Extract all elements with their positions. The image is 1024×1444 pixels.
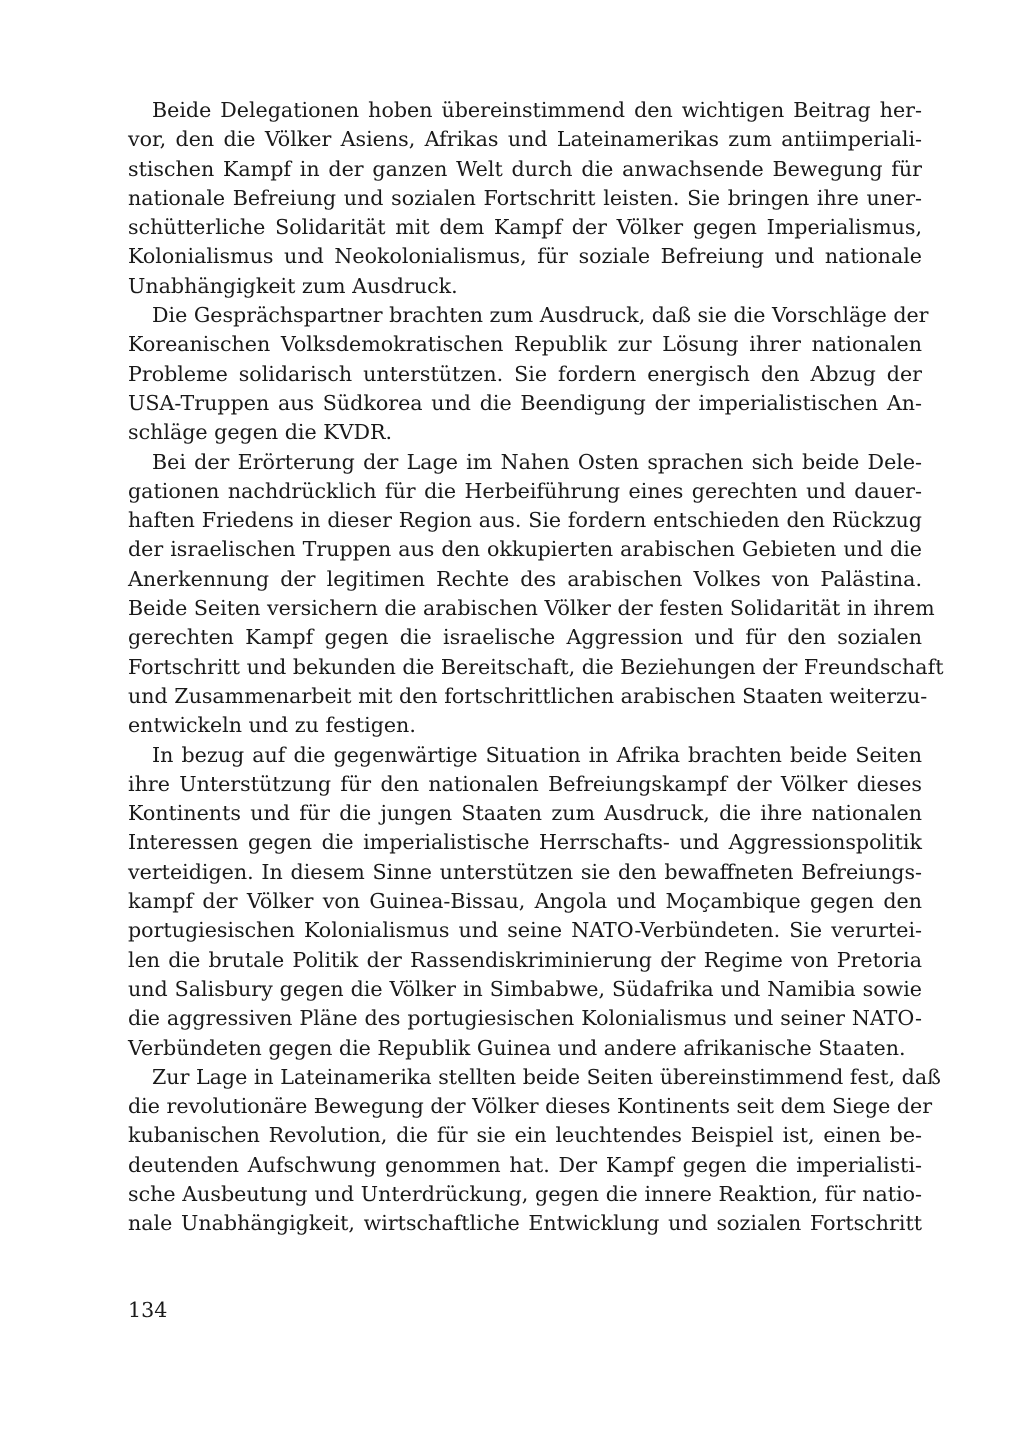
text-line: gationen nachdrücklich für die Herbeiführung eines gerechten und dauer- bbox=[128, 478, 922, 503]
paragraph bbox=[128, 741, 922, 1063]
paragraph bbox=[128, 448, 944, 741]
text-line: USA-Truppen aus Südkorea und die Beendigung der imperialistischen An- bbox=[128, 390, 922, 415]
text-line: deutenden Aufschwung genommen hat. Der Kampf gegen die imperialisti- bbox=[128, 1152, 922, 1177]
text-line: der israelischen Truppen aus den okkupierten arabischen Gebieten und die bbox=[128, 537, 922, 562]
text-line: Kontinents und für die jungen Staaten zum Ausdruck, die ihre nationalen bbox=[128, 801, 922, 826]
text-line: ihre Unterstützung für den nationalen Befreiungskampf der Völker dieses bbox=[128, 771, 922, 796]
text-line: nationale Befreiung und sozialen Fortschritt leisten. Sie bringen ihre uner- bbox=[128, 185, 922, 210]
page-number: 134 bbox=[128, 1298, 168, 1322]
text-line: In bezug auf die gegenwärtige Situation in Afrika brachten beide Seiten bbox=[152, 742, 922, 767]
text-line: kubanischen Revolution, die für sie ein leuchtendes Beispiel ist, einen be- bbox=[128, 1123, 922, 1148]
text-line: sche Ausbeutung und Unterdrückung, gegen die innere Reaktion, für natio- bbox=[128, 1181, 922, 1206]
text-line: Zur Lage in Lateinamerika stellten beide Seiten übereinstimmend fest, daß bbox=[152, 1064, 941, 1089]
text-line: Anerkennung der legitimen Rechte des arabischen Volkes von Palästina. bbox=[128, 566, 922, 591]
text-line: Kolonialismus und Neokolonialismus, für soziale Befreiung und nationale bbox=[128, 244, 922, 269]
text-line: Beide Seiten versichern die arabischen Völker der festen Solidarität in ihrem bbox=[128, 596, 935, 621]
text-line: Verbündeten gegen die Republik Guinea und andere afrikanische Staaten. bbox=[128, 1035, 906, 1060]
text-line: Interessen gegen die imperialistische Herrschafts- und Aggressionspolitik bbox=[128, 830, 922, 855]
text-line: Bei der Erörterung der Lage im Nahen Osten sprachen sich beide Dele- bbox=[152, 449, 922, 474]
text-line: entwickeln und zu festigen. bbox=[128, 713, 416, 738]
text-line: len die brutale Politik der Rassendiskriminierung der Regime von Pretoria bbox=[128, 947, 922, 972]
text-line: gerechten Kampf gegen die israelische Aggression und für den sozialen bbox=[128, 625, 922, 650]
text-line: und Salisbury gegen die Völker in Simbabwe, Südafrika und Namibia sowie bbox=[128, 976, 922, 1001]
text-line: Die Gesprächspartner brachten zum Ausdruck, daß sie die Vorschläge der bbox=[152, 303, 929, 328]
paragraph bbox=[128, 301, 929, 447]
text-line: schläge gegen die KVDR. bbox=[128, 420, 393, 445]
text-line: kampf der Völker von Guinea-Bissau, Angola und Moçambique gegen den bbox=[128, 889, 922, 914]
text-line: schütterliche Solidarität mit dem Kampf der Völker gegen Imperialismus, bbox=[128, 215, 922, 240]
text-line: Beide Delegationen hoben übereinstimmend den wichtigen Beitrag her- bbox=[152, 98, 922, 122]
text-line: verteidigen. In diesem Sinne unterstützen sie den bewaffneten Befreiungs- bbox=[128, 859, 922, 884]
text-line: Koreanischen Volksdemokratischen Republik zur Lösung ihrer nationalen bbox=[128, 332, 922, 357]
page-body bbox=[128, 96, 944, 1239]
text-line: Unabhängigkeit zum Ausdruck. bbox=[128, 273, 458, 298]
text-line: nale Unabhängigkeit, wirtschaftliche Entwicklung und sozialen Fortschritt bbox=[128, 1211, 922, 1236]
paragraph bbox=[128, 96, 922, 301]
text-line: die revolutionäre Bewegung der Völker dieses Kontinents seit dem Siege der bbox=[128, 1094, 933, 1119]
text-line: die aggressiven Pläne des portugiesischen Kolonialismus und seiner NATO- bbox=[128, 1006, 922, 1031]
text-line: haften Friedens in dieser Region aus. Sie fordern entschieden den Rückzug bbox=[128, 508, 922, 533]
text-line: vor, den die Völker Asiens, Afrikas und Lateinamerikas zum antiimperiali- bbox=[128, 127, 922, 152]
paragraph bbox=[128, 1063, 941, 1239]
text-line: portugiesischen Kolonialismus und seine NATO-Verbündeten. Sie verurtei- bbox=[128, 918, 922, 943]
text-line: und Zusammenarbeit mit den fortschrittlichen arabischen Staaten weiterzu- bbox=[128, 683, 928, 708]
text-line: Fortschritt und bekunden die Bereitschaft, die Beziehungen der Freundschaft bbox=[128, 654, 944, 679]
text-line: Probleme solidarisch unterstützen. Sie fordern energisch den Abzug der bbox=[128, 361, 922, 386]
text-line: stischen Kampf in der ganzen Welt durch die anwachsende Bewegung für bbox=[128, 156, 922, 181]
